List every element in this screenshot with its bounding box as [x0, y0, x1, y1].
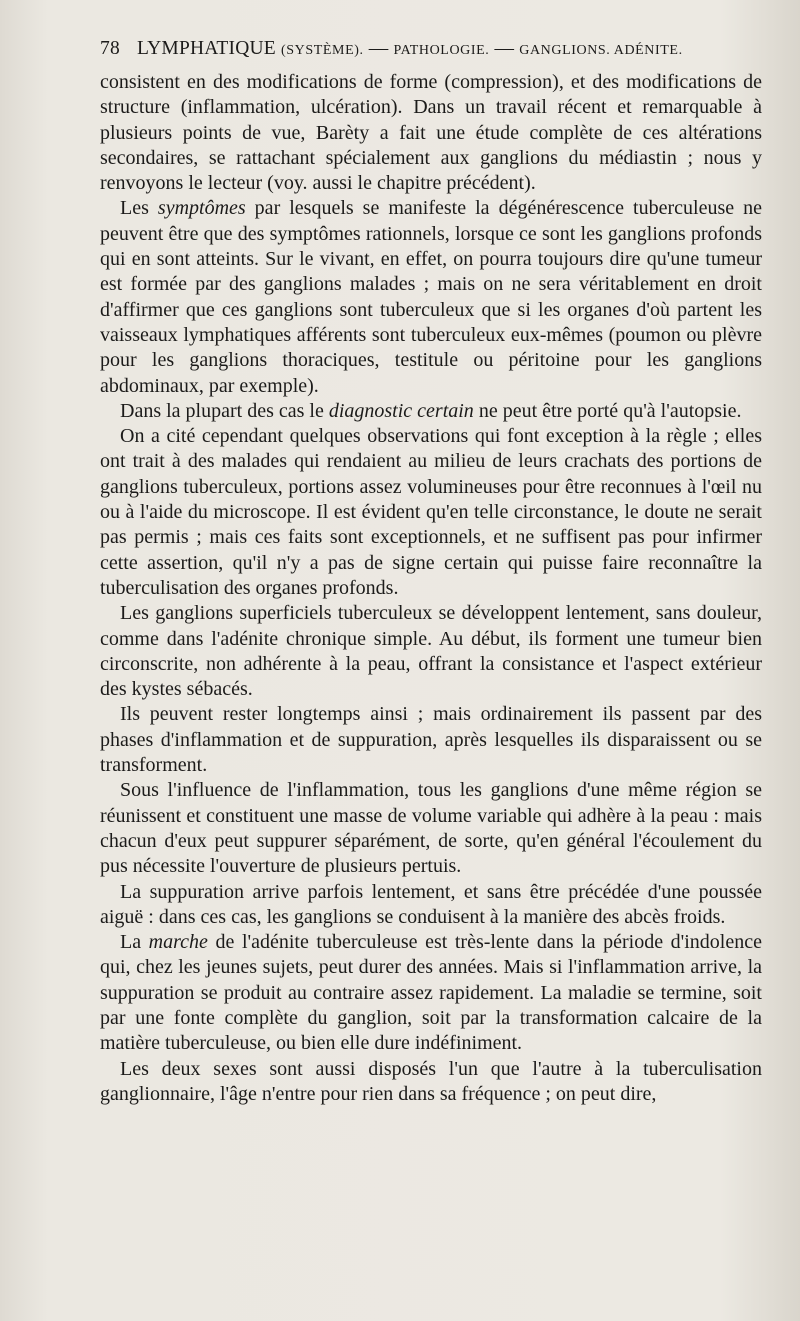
page-body [100, 70, 762, 1107]
paragraph [100, 196, 762, 398]
header-section: PATHOLOGIE. [393, 43, 490, 58]
paragraph [100, 399, 762, 424]
header-dash: — [494, 38, 515, 59]
header-title-paren: (SYSTÈME). [280, 43, 364, 58]
text-run: ne peut être porté qu'à l'autopsie. [473, 399, 742, 422]
paragraph: On a cité cependant quelques observations qui font exception à la règle ; elles ont trait à des malades qui rendaient au milieu de leurs crachats des portions de ganglions tuberculeux, portions assez volumineuses pour être reconnues à l'œil nu ou à l'aide du microscope. Il est évident qu'en telle circonstance, le doute ne serait pas permis ; mais ces faits sont exceptionnels, et ne suffisent pas pour infirmer cette assertion, qu'il n'y a pas de signe certain qui puisse faire reconnaître la tuberculisation des organes profonds. [100, 425, 762, 599]
italic-term: symptômes [157, 197, 246, 220]
text-run: par lesquels se manifeste la dégénérescence tuberculeuse ne peuvent être que des symptômes rationnels, lorsque ce sont les ganglions profonds qui en sont atteints. Sur le vivant, en effet, on pourra toujours dire qu'une tumeur est formée par des ganglions malades ; mais on ne sera véritablement en droit d'affirmer que ces ganglions sont tuberculeux que si les organes d'où partent les vaisseaux lymphatiques afférents sont tuberculeux eux-mêmes (poumon ou plèvre pour les ganglions thoraciques, testitule ou péritoine pour les ganglions abdominaux, par exemple). [100, 197, 762, 397]
text-run: Dans la plupart des cas le [120, 399, 329, 422]
paragraph: consistent en des modifications de forme (compression), et des modifications de structure (inflammation, ulcération). Dans un travail récent et remarquable à plusieurs points de vue, Barèty a fait une étude complète de ces altérations secondaires, se rattachant spécialement aux ganglions du médiastin ; nous y renvoyons le lecteur (voy. aussi le chapitre précédent). [100, 71, 762, 195]
header-title: LYMPHATIQUE [136, 38, 276, 59]
text-run: Les [120, 197, 158, 220]
paragraph: Les deux sexes sont aussi disposés l'un que l'autre à la tuberculisation ganglionnaire, l'âge n'entre pour rien dans sa fréquence ; on peut dire, [100, 1057, 762, 1105]
italic-term: marche [148, 931, 208, 954]
header-subsection: GANGLIONS. ADÉNITE. [519, 43, 683, 58]
paragraph: Les ganglions superficiels tuberculeux se développent lentement, sans douleur, comme dans l'adénite chronique simple. Au début, ils forment une tumeur bien circonscrite, non adhérente à la peau, offrant la consistance et l'aspect extérieur des kystes sébacés. [100, 602, 762, 701]
text-run: de l'adénite tuberculeuse est très-lente dans la période d'indolence qui, chez les jeunes sujets, peut durer des années. Mais si l'inflammation arrive, la suppuration se produit au contraire assez rapidement. La maladie se termine, soit par une fonte complète du ganglion, soit par la transformation calcaire de la matière tuberculeuse, ou bien elle dure indéfiniment. [100, 931, 762, 1055]
text-run: La [120, 931, 149, 954]
paragraph: Ils peuvent rester longtemps ainsi ; mais ordinairement ils passent par des phases d'inflammation et de suppuration, après lesquelles ils disparaissent ou se transforment. [100, 703, 762, 777]
italic-term: diagnostic certain [328, 399, 474, 422]
header-dash: — [368, 38, 389, 59]
paragraph: Sous l'influence de l'inflammation, tous les ganglions d'une même région se réunissent et constituent une masse de volume variable qui adhère à la peau : mais chacun d'eux peut suppurer séparément, de sorte, qu'en général l'écoulement du pus nécessite l'ouverture de plusieurs pertuis. [100, 779, 762, 878]
running-header [100, 38, 760, 60]
paragraph [100, 930, 762, 1056]
page-number: 78 [100, 38, 120, 59]
paragraph: La suppuration arrive parfois lentement, et sans être précédée d'une poussée aiguë : dans ces cas, les ganglions se conduisent à la manière des abcès froids. [100, 880, 762, 928]
